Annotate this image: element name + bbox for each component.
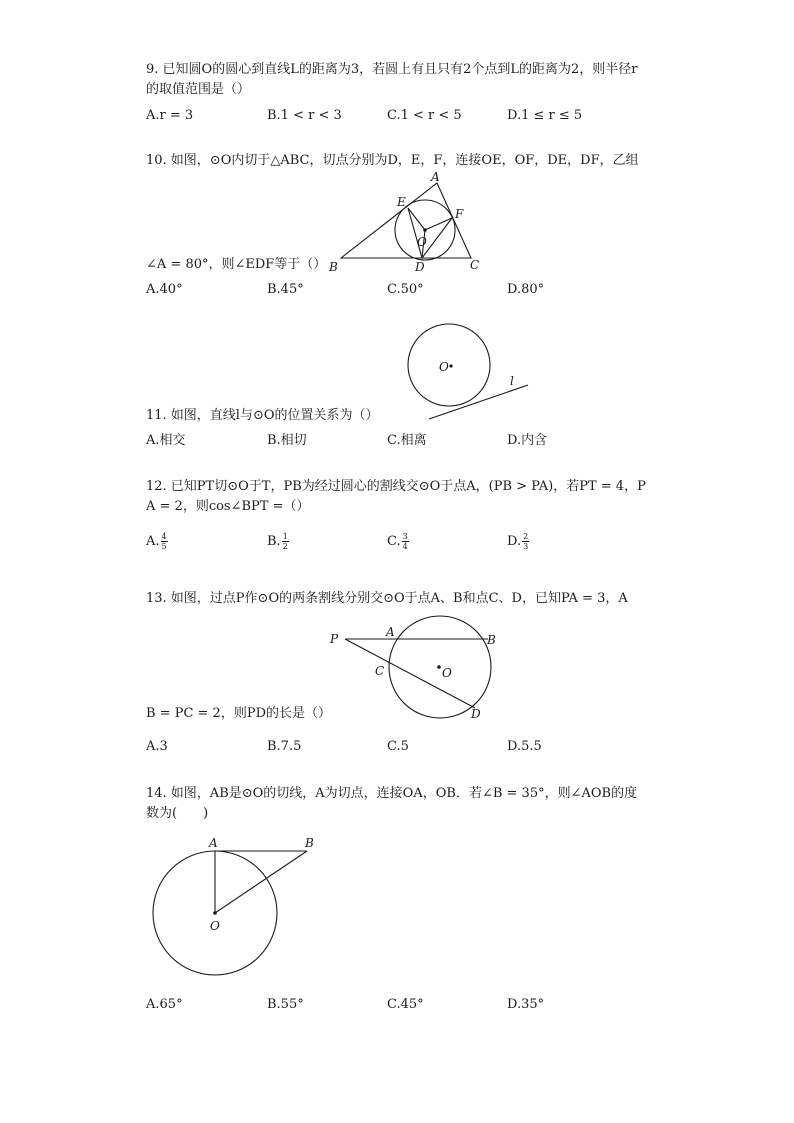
q12-option-a: A. $\frac{4}{5}$: [146, 532, 167, 551]
q10-label-o: O: [417, 235, 427, 249]
q10-label-e: E: [397, 195, 406, 209]
q12-option-c: C. $\frac{3}{4}$: [387, 532, 408, 551]
q14-option-c: C.45°: [387, 997, 424, 1012]
q14-label-o: O: [210, 919, 220, 933]
q11-stem: 11. 如图，直线l与⊙O的位置关系为（）: [146, 408, 379, 423]
q10-stem-line2: ∠A = 80°，则∠EDF等于（）: [146, 257, 327, 272]
q11-option-b: B.相切: [267, 433, 307, 448]
q10-label-c: C: [470, 258, 480, 272]
q9-option-c: C.1 < r < 5: [387, 108, 462, 123]
q14-stem-line1: 14. 如图，AB是⊙O的切线，A为切点，连接OA，OB．若∠B = 35°，则∠AOB的度: [146, 786, 638, 801]
q12-option-b: B. $\frac{1}{2}$: [267, 532, 288, 551]
q9-option-d: D.1 ≤ r ≤ 5: [507, 108, 583, 123]
q13-stem-line2: B = PC = 2，则PD的长是（）: [146, 706, 332, 721]
q13-label-b: B: [487, 633, 496, 647]
q9-option-a: A.r = 3: [146, 108, 194, 123]
q12-option-d: D. $\frac{2}{3}$: [507, 532, 529, 551]
q11-option-d: D.内含: [507, 433, 548, 448]
q10-option-d: D.80°: [507, 282, 545, 297]
q12-stem-line1: 12. 已知PT切⊙O于T，PB为经过圆心的割线交⊙O于点A，(PB > PA)，若PT = 4，P: [146, 479, 646, 494]
q10-option-a: A.40°: [146, 282, 183, 297]
q14-option-a: A.65°: [146, 997, 183, 1012]
q9-option-b: B.1 < r < 3: [267, 108, 342, 123]
q13-label-p: P: [330, 632, 339, 646]
q13-label-d: D: [471, 707, 481, 721]
q9-stem-line1: 9. 已知圆O的圆心到直线L的距离为3，若圆上有且只有2个点到L的距离为2，则半径r: [146, 62, 638, 77]
q10-option-c: C.50°: [387, 282, 424, 297]
q10-stem-line1: 10. 如图，⊙O内切于△ABC，切点分别为D，E，F，连接OE，OF，DE，DF，乙组: [146, 153, 639, 168]
q14-stem-line2: 数为( ): [146, 806, 209, 821]
q13-option-a: A.3: [146, 739, 168, 754]
q10-label-a: A: [431, 170, 440, 184]
q11-option-a: A.相交: [146, 433, 186, 448]
q13-option-b: B.7.5: [267, 739, 302, 754]
q13-option-d: D.5.5: [507, 739, 542, 754]
q14-option-b: B.55°: [267, 997, 304, 1012]
q13-option-c: C.5: [387, 739, 409, 754]
q11-label-l: l: [510, 374, 514, 388]
q13-label-a: A: [386, 625, 395, 639]
q9-stem-line2: 的取值范围是（）: [146, 82, 251, 97]
q14-label-a: A: [209, 836, 218, 850]
q13-stem-line1: 13. 如图，过点P作⊙O的两条割线分别交⊙O于点A、B和点C、D，已知PA = 3，A: [146, 591, 628, 606]
q14-label-b: B: [305, 836, 314, 850]
q13-label-o: O: [442, 666, 452, 680]
q11-label-o: O: [439, 360, 449, 374]
q10-label-b: B: [329, 260, 338, 274]
q11-option-c: C.相离: [387, 433, 427, 448]
q10-option-b: B.45°: [267, 282, 304, 297]
q12-stem-line2: A = 2，则cos∠BPT =（）: [146, 499, 310, 514]
q10-label-f: F: [455, 207, 464, 221]
q13-label-c: C: [375, 664, 385, 678]
q10-label-d: D: [415, 260, 425, 274]
q14-option-d: D.35°: [507, 997, 545, 1012]
